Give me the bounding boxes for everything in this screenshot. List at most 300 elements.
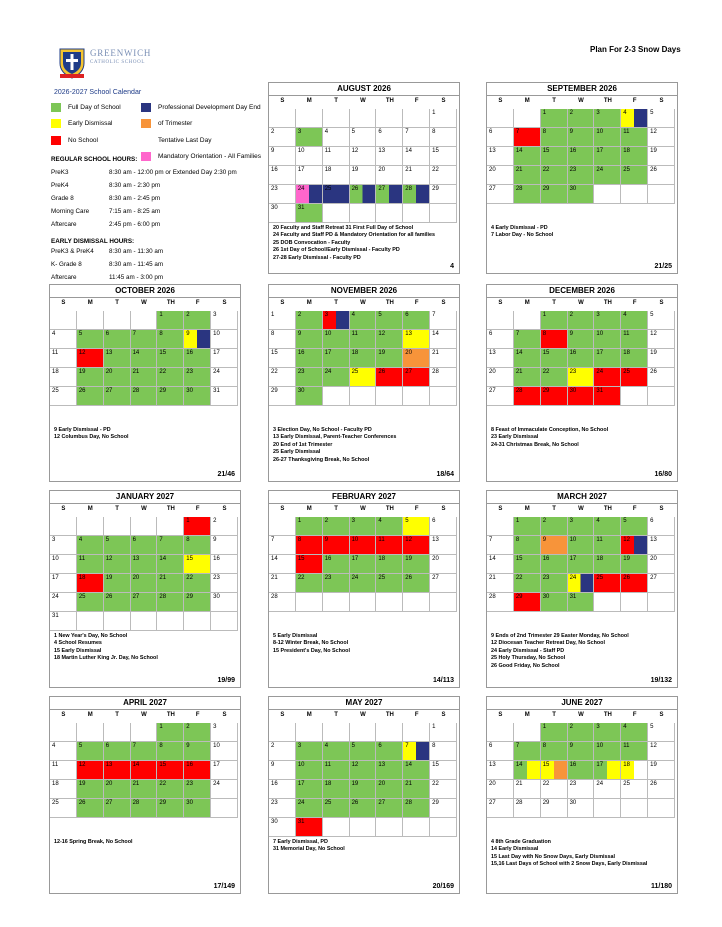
day-of-week-header: S bbox=[441, 98, 446, 104]
day-number: 5 bbox=[650, 724, 654, 730]
day-number: 18 bbox=[52, 781, 59, 787]
day-cell bbox=[50, 330, 77, 349]
day-of-week-header: W bbox=[141, 300, 147, 306]
day-number: 25 bbox=[324, 186, 332, 192]
day-of-week-header: T bbox=[334, 98, 338, 104]
legend-label: Tentative Last Day bbox=[158, 136, 212, 144]
note-line: 12-16 Spring Break, No School bbox=[54, 839, 133, 845]
day-number: 15 bbox=[542, 762, 550, 768]
day-of-week-header: S bbox=[441, 712, 446, 718]
day-number: 5 bbox=[405, 518, 409, 524]
day-number: 19 bbox=[650, 350, 657, 356]
day-cell bbox=[269, 818, 296, 837]
day-number: 2 bbox=[569, 724, 573, 730]
month-notes bbox=[273, 839, 345, 854]
day-number: 6 bbox=[378, 743, 382, 749]
day-cell bbox=[594, 330, 621, 349]
day-cell bbox=[568, 128, 595, 147]
day-cell bbox=[104, 536, 131, 555]
day-cell bbox=[131, 742, 158, 761]
day-number: 7 bbox=[159, 537, 163, 543]
day-number: 3 bbox=[324, 312, 329, 318]
day-number: 2 bbox=[569, 312, 573, 318]
day-number: 13 bbox=[132, 556, 140, 562]
day-of-week-header: TH bbox=[166, 506, 175, 512]
empty-day-cell bbox=[430, 204, 457, 223]
day-cell bbox=[594, 166, 621, 185]
day-of-week-header: M bbox=[524, 98, 530, 104]
day-cell bbox=[514, 166, 541, 185]
day-cell bbox=[621, 555, 648, 574]
legend-item-early bbox=[51, 118, 112, 128]
regular-hours-row bbox=[51, 195, 276, 205]
day-number: 21 bbox=[405, 781, 412, 787]
empty-day-cell bbox=[323, 818, 350, 837]
day-number: 14 bbox=[515, 148, 523, 154]
school-crest-icon bbox=[58, 47, 86, 79]
day-cell bbox=[323, 368, 350, 387]
day-of-week-header: W bbox=[141, 506, 147, 512]
day-of-week-header: S bbox=[280, 98, 285, 104]
day-cell bbox=[184, 574, 211, 593]
day-cell bbox=[131, 574, 158, 593]
day-of-week-header: W bbox=[578, 506, 584, 512]
day-cell bbox=[77, 387, 104, 406]
day-number: 12 bbox=[650, 331, 657, 337]
day-number: 25 bbox=[52, 388, 59, 394]
day-cell bbox=[157, 799, 184, 818]
day-number: 21 bbox=[132, 369, 140, 375]
day-cell bbox=[568, 593, 595, 612]
day-cell bbox=[541, 166, 568, 185]
note-line: 7 Early Dismissal, PD bbox=[273, 839, 328, 845]
day-of-week-header: W bbox=[578, 300, 584, 306]
day-number: 31 bbox=[569, 594, 577, 600]
day-number: 12 bbox=[650, 743, 657, 749]
day-number: 13 bbox=[378, 762, 386, 768]
day-number: 11 bbox=[623, 331, 630, 337]
day-cell bbox=[541, 311, 568, 330]
day-cell bbox=[104, 349, 131, 368]
legend-item-tentative bbox=[141, 135, 211, 145]
day-number: 25 bbox=[78, 594, 86, 600]
day-cell bbox=[184, 368, 211, 387]
day-number: 14 bbox=[489, 556, 496, 562]
day-cell bbox=[269, 128, 296, 147]
day-number: 30 bbox=[542, 594, 550, 600]
empty-day-cell bbox=[77, 517, 104, 536]
day-cell bbox=[487, 536, 514, 555]
empty-day-cell bbox=[323, 109, 350, 128]
day-cell bbox=[541, 368, 568, 387]
day-cell bbox=[77, 368, 104, 387]
month-title: JUNE 2027 bbox=[487, 697, 677, 710]
day-cell bbox=[430, 109, 457, 128]
month-notes bbox=[54, 427, 128, 442]
day-cell bbox=[594, 128, 621, 147]
day-number: 27 bbox=[432, 575, 439, 581]
note-line: 9 Early Dismissal - PD bbox=[54, 427, 111, 433]
day-cell bbox=[323, 166, 350, 185]
day-of-week-header: F bbox=[414, 712, 419, 718]
day-number: 28 bbox=[405, 800, 412, 806]
month-title: AUGUST 2026 bbox=[269, 83, 459, 96]
day-number: 24 bbox=[297, 186, 305, 192]
day-cell bbox=[296, 330, 323, 349]
day-cell bbox=[269, 349, 296, 368]
day-number: 16 bbox=[186, 350, 193, 356]
month-title: MAY 2027 bbox=[269, 697, 459, 710]
day-of-week-header: W bbox=[360, 712, 366, 718]
day-cell bbox=[269, 368, 296, 387]
day-cell bbox=[77, 536, 104, 555]
legend-item-trimester bbox=[141, 118, 192, 128]
empty-day-cell bbox=[621, 799, 648, 818]
empty-day-cell bbox=[594, 799, 621, 818]
day-cell bbox=[296, 517, 323, 536]
day-number: 12 bbox=[351, 762, 359, 768]
day-cell bbox=[77, 349, 104, 368]
day-cell bbox=[269, 330, 296, 349]
empty-day-cell bbox=[403, 593, 430, 612]
day-number: 6 bbox=[489, 743, 493, 749]
month-notes bbox=[491, 839, 647, 869]
day-number: 20 bbox=[405, 350, 412, 356]
empty-day-cell bbox=[648, 799, 675, 818]
day-cell bbox=[403, 780, 430, 799]
day-number: 12 bbox=[623, 537, 630, 543]
day-of-week-header: F bbox=[414, 98, 419, 104]
day-cell bbox=[376, 349, 403, 368]
day-cell bbox=[296, 128, 323, 147]
day-number: 8 bbox=[432, 129, 436, 135]
day-cell bbox=[403, 574, 430, 593]
day-of-week-header: F bbox=[632, 506, 637, 512]
day-cell bbox=[350, 185, 377, 204]
day-cell bbox=[403, 742, 430, 761]
day-cell bbox=[648, 166, 675, 185]
month-may-2027 bbox=[268, 696, 460, 894]
day-cell bbox=[184, 387, 211, 406]
day-cell bbox=[621, 761, 648, 780]
day-cell bbox=[50, 555, 77, 574]
day-number: 17 bbox=[52, 575, 59, 581]
day-cell bbox=[323, 780, 350, 799]
month-notes bbox=[491, 427, 608, 449]
day-number: 30 bbox=[297, 388, 305, 394]
hours-label: Grade 8 bbox=[51, 195, 74, 202]
day-number: 15 bbox=[271, 350, 278, 356]
day-cell bbox=[430, 536, 457, 555]
day-number: 8 bbox=[159, 743, 163, 749]
note-line: 25 DOB Convocation - Faculty bbox=[273, 239, 351, 246]
day-number: 12 bbox=[351, 148, 359, 154]
note-line: 7 Labor Day - No School bbox=[491, 232, 554, 239]
empty-day-cell bbox=[594, 185, 621, 204]
note-line: 31 Memorial Day, No School bbox=[273, 846, 345, 853]
day-cell bbox=[514, 761, 541, 780]
day-number: 23 bbox=[569, 781, 577, 787]
day-number: 2 bbox=[213, 518, 217, 524]
hours-label: Aftercare bbox=[51, 274, 77, 281]
day-cell bbox=[568, 574, 595, 593]
day-cell bbox=[184, 555, 211, 574]
day-number: 25 bbox=[351, 369, 359, 375]
day-of-week-header: F bbox=[414, 300, 419, 306]
day-number: 10 bbox=[297, 148, 305, 154]
day-number: 8 bbox=[542, 743, 547, 749]
day-cell bbox=[487, 128, 514, 147]
day-cell bbox=[430, 742, 457, 761]
day-count: 19/99 bbox=[217, 677, 235, 684]
day-number: 17 bbox=[213, 762, 220, 768]
day-cell bbox=[350, 780, 377, 799]
plan-note: Plan For 2-3 Snow Days bbox=[590, 45, 681, 54]
day-cell bbox=[77, 330, 104, 349]
day-cell bbox=[104, 387, 131, 406]
note-line: 3 Election Day, No School - Faculty PD bbox=[273, 427, 372, 433]
day-cell bbox=[403, 799, 430, 818]
day-number: 14 bbox=[432, 331, 439, 337]
month-april-2027 bbox=[49, 696, 241, 894]
day-cell bbox=[621, 330, 648, 349]
day-cell bbox=[541, 593, 568, 612]
day-number: 22 bbox=[432, 781, 439, 787]
day-number: 1 bbox=[159, 312, 163, 318]
day-number: 5 bbox=[351, 743, 355, 749]
day-cell bbox=[157, 368, 184, 387]
day-cell bbox=[541, 536, 568, 555]
day-number: 5 bbox=[78, 331, 83, 337]
day-number: 8 bbox=[542, 331, 547, 337]
day-number: 16 bbox=[297, 350, 305, 356]
day-number: 21 bbox=[271, 575, 278, 581]
day-number: 14 bbox=[405, 762, 412, 768]
month-notes bbox=[54, 633, 158, 663]
month-title: DECEMBER 2026 bbox=[487, 285, 677, 298]
day-number: 11 bbox=[623, 129, 630, 135]
day-number: 11 bbox=[52, 762, 59, 768]
day-of-week-header: TH bbox=[385, 506, 394, 512]
day-number: 13 bbox=[105, 350, 113, 356]
day-number: 29 bbox=[542, 186, 550, 192]
day-number: 17 bbox=[351, 556, 359, 562]
day-number: 5 bbox=[623, 518, 627, 524]
day-number: 19 bbox=[650, 148, 657, 154]
day-cell bbox=[350, 349, 377, 368]
day-cell bbox=[594, 723, 621, 742]
day-number: 21 bbox=[132, 781, 140, 787]
day-cell bbox=[184, 799, 211, 818]
day-cell bbox=[430, 761, 457, 780]
day-cell bbox=[594, 517, 621, 536]
note-line: 23 Early Dismissal bbox=[491, 434, 539, 441]
day-cell bbox=[104, 742, 131, 761]
empty-day-cell bbox=[350, 723, 377, 742]
day-cell bbox=[430, 555, 457, 574]
legend-swatch bbox=[141, 119, 151, 128]
note-line: 20 Faculty and Staff Retreat 31 First Full Day of School bbox=[273, 225, 414, 231]
day-number: 24 bbox=[297, 800, 305, 806]
day-number: 19 bbox=[351, 781, 359, 787]
day-number: 29 bbox=[159, 800, 167, 806]
day-number: 23 bbox=[297, 369, 305, 375]
day-count: 14/113 bbox=[432, 677, 454, 684]
day-number: 28 bbox=[271, 594, 278, 600]
day-cell bbox=[104, 761, 131, 780]
legend-swatch bbox=[51, 136, 61, 145]
day-number: 4 bbox=[324, 743, 329, 749]
day-number: 2 bbox=[271, 129, 275, 135]
empty-day-cell bbox=[131, 612, 158, 631]
day-number: 4 bbox=[623, 110, 627, 116]
day-cell bbox=[568, 799, 595, 818]
day-cell bbox=[184, 593, 211, 612]
day-cell bbox=[621, 128, 648, 147]
day-cell bbox=[296, 204, 323, 223]
hours-label: PreK3 bbox=[51, 169, 69, 176]
day-cell bbox=[157, 311, 184, 330]
hours-label: Aftercare bbox=[51, 221, 77, 228]
day-cell bbox=[50, 761, 77, 780]
day-number: 10 bbox=[596, 743, 604, 749]
empty-day-cell bbox=[350, 818, 377, 837]
hours-time: 11:45 am - 3:00 pm bbox=[109, 274, 164, 281]
day-of-week-header: S bbox=[222, 712, 227, 718]
day-number: 25 bbox=[52, 800, 59, 806]
day-number: 19 bbox=[78, 369, 86, 375]
regular-hours-row bbox=[51, 182, 276, 192]
school-name-main: GREENWICH bbox=[90, 48, 152, 58]
day-of-week-header: M bbox=[306, 98, 312, 104]
day-number: 27 bbox=[489, 186, 496, 192]
day-cell bbox=[487, 574, 514, 593]
day-cell bbox=[77, 761, 104, 780]
day-number: 11 bbox=[351, 331, 358, 337]
empty-day-cell bbox=[269, 109, 296, 128]
day-number: 23 bbox=[186, 781, 193, 787]
day-number: 20 bbox=[378, 167, 386, 173]
day-cell bbox=[403, 166, 430, 185]
day-number: 21 bbox=[515, 167, 523, 173]
day-number: 10 bbox=[213, 743, 220, 749]
day-cell bbox=[296, 185, 323, 204]
day-of-week-header: M bbox=[306, 300, 312, 306]
day-number: 5 bbox=[78, 743, 83, 749]
day-cell bbox=[157, 761, 184, 780]
day-number: 15 bbox=[432, 762, 439, 768]
legend-label: of Trimester bbox=[158, 119, 193, 127]
day-count: 21/25 bbox=[654, 263, 672, 270]
day-cell bbox=[269, 574, 296, 593]
day-cell bbox=[211, 517, 238, 536]
day-of-week-header: TH bbox=[603, 98, 612, 104]
note-line: 9 Ends of 2nd Trimester 29 Easter Monday, No School bbox=[491, 633, 629, 639]
note-line: 20 End of 1st Trimester bbox=[273, 441, 333, 448]
day-number: 29 bbox=[271, 388, 278, 394]
day-number: 13 bbox=[650, 537, 657, 543]
day-number: 25 bbox=[378, 575, 386, 581]
day-number: 31 bbox=[52, 613, 59, 619]
day-cell bbox=[594, 311, 621, 330]
day-of-week-header: T bbox=[552, 300, 556, 306]
day-number: 9 bbox=[186, 331, 190, 337]
empty-day-cell bbox=[514, 311, 541, 330]
day-cell bbox=[184, 536, 211, 555]
note-line: 24-31 Christmas Break, No School bbox=[491, 441, 579, 448]
day-cell bbox=[104, 574, 131, 593]
day-number: 5 bbox=[378, 312, 382, 318]
day-number: 22 bbox=[271, 369, 278, 375]
note-line: 26-27 Thanksgiving Break, No School bbox=[273, 456, 370, 463]
day-number: 9 bbox=[569, 743, 573, 749]
day-number: 17 bbox=[297, 781, 305, 787]
day-number: 26 bbox=[351, 800, 359, 806]
day-cell bbox=[131, 387, 158, 406]
day-of-week-header: W bbox=[360, 98, 366, 104]
day-cell bbox=[648, 536, 675, 555]
day-cell bbox=[403, 330, 430, 349]
day-number: 18 bbox=[324, 167, 332, 173]
day-of-week-header: W bbox=[578, 98, 584, 104]
day-number: 21 bbox=[515, 781, 523, 787]
day-cell bbox=[541, 387, 568, 406]
day-number: 8 bbox=[186, 537, 190, 543]
day-number: 21 bbox=[405, 167, 412, 173]
day-number: 24 bbox=[52, 594, 59, 600]
day-cell bbox=[211, 368, 238, 387]
day-number: 17 bbox=[213, 350, 220, 356]
day-number: 15 bbox=[297, 556, 305, 562]
day-cell bbox=[50, 780, 77, 799]
day-number: 23 bbox=[324, 575, 332, 581]
day-of-week-header: S bbox=[441, 506, 446, 512]
day-number: 8 bbox=[432, 743, 436, 749]
day-number: 23 bbox=[213, 575, 220, 581]
day-number: 15 bbox=[159, 762, 167, 768]
day-cell bbox=[403, 349, 430, 368]
day-number: 30 bbox=[186, 388, 193, 394]
day-number: 9 bbox=[542, 537, 547, 543]
day-cell bbox=[184, 517, 211, 536]
day-cell bbox=[648, 368, 675, 387]
regular-hours-row bbox=[51, 208, 276, 218]
day-number: 7 bbox=[515, 743, 520, 749]
empty-day-cell bbox=[211, 612, 238, 631]
note-line: 1 New Year's Day, No School bbox=[54, 633, 128, 639]
day-cell bbox=[621, 147, 648, 166]
month-title: OCTOBER 2026 bbox=[50, 285, 240, 298]
day-cell bbox=[648, 147, 675, 166]
note-line: 15 Last Day with No Snow Days, Early Dismissal bbox=[491, 853, 616, 860]
empty-day-cell bbox=[648, 593, 675, 612]
day-cell bbox=[403, 311, 430, 330]
day-number: 3 bbox=[596, 312, 600, 318]
day-cell bbox=[621, 368, 648, 387]
day-cell bbox=[514, 368, 541, 387]
day-number: 4 bbox=[623, 312, 627, 318]
day-number: 6 bbox=[650, 518, 654, 524]
day-cell bbox=[568, 311, 595, 330]
day-cell bbox=[211, 723, 238, 742]
day-of-week-header: S bbox=[659, 300, 664, 306]
day-cell bbox=[269, 555, 296, 574]
day-cell bbox=[131, 536, 158, 555]
day-cell bbox=[77, 799, 104, 818]
day-number: 21 bbox=[159, 575, 167, 581]
day-number: 26 bbox=[105, 594, 113, 600]
day-number: 4 bbox=[52, 331, 56, 337]
